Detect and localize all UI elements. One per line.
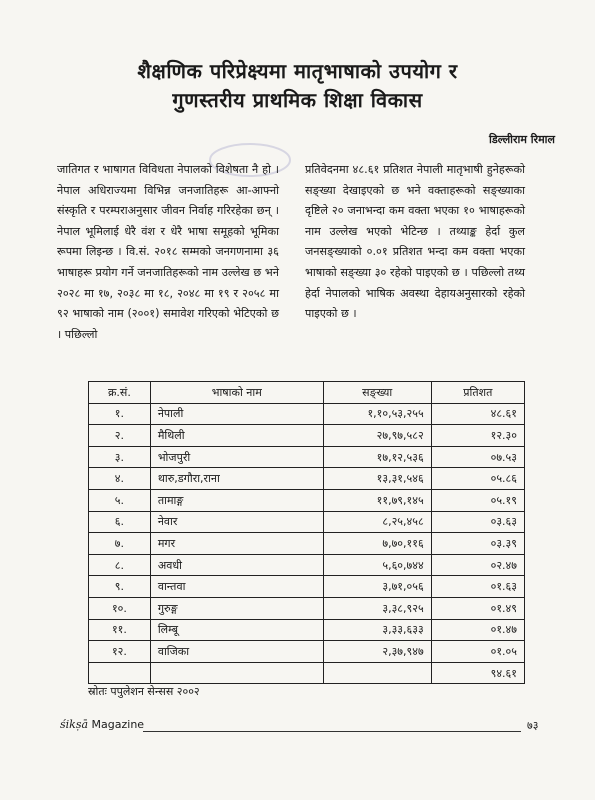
article-title-line-2: गुणस्तरीय प्राथमिक शिक्षा विकास [172,88,423,112]
table-row [89,533,525,555]
table-row [89,446,525,468]
header-population: सङ्ख्या [323,382,431,404]
cell-population: २७,९७,५८२ [323,425,431,447]
cell-percentage: ०५.८६ [431,468,524,490]
footer-rule [143,731,521,732]
cell-language-name: भोजपुरी [150,446,323,468]
table-row [89,468,525,490]
cell-serial-number: ५. [89,489,151,511]
cell-language-name: वान्तवा [150,576,323,598]
cell-percentage: ०३.६३ [431,511,524,533]
cell-language-name: मगर [150,533,323,555]
cell-percentage: ०१.६३ [431,576,524,598]
cell-total-percentage: ९४.६१ [431,662,524,684]
cell-percentage: ०१.४७ [431,619,524,641]
cell-empty [150,662,323,684]
cell-serial-number: ७. [89,533,151,555]
cell-language-name: गुरुङ्ग [150,597,323,619]
table-source-note: स्रोतः पपुलेशन सेन्सस २००२ [88,685,200,698]
cell-serial-number: १०. [89,597,151,619]
cell-empty [89,662,151,684]
cell-serial-number: ९. [89,576,151,598]
cell-language-name: लिम्बू [150,619,323,641]
cell-language-name: अवधी [150,554,323,576]
cell-population: १३,३१,५४६ [323,468,431,490]
cell-percentage: १२.३० [431,425,524,447]
body-text-right-column: प्रतिवेदनमा ४८.६१ प्रतिशत नेपाली मातृभाषी हुनेहरूको सङ्ख्या देखाइएको छ भने वक्ताहरूको सङ्ख्याका दृष्टिले २० जनाभन्दा कम वक्ता भएका १० भाषाहरूको नाम उल्लेख भएको भेटिन्छ । तथ्याङ्क हेर्दा कुल जनसङ्ख्याको ०.०१ प्रतिशत भन्दा कम वक्ता भएका भाषाको सङ्ख्या ३० रहेको पाइएको छ । पछिल्लो तथ्य हेर्दा नेपालको भाषिक अवस्था देहायअनुसारको रहेको पाइएको छ । [305,163,525,321]
cell-population: ३,३३,६३३ [323,619,431,641]
table-row [89,576,525,598]
cell-empty [323,662,431,684]
cell-percentage: ४८.६१ [431,403,524,425]
cell-percentage: ०३.३९ [431,533,524,555]
table-row [89,489,525,511]
cell-serial-number: ११. [89,619,151,641]
header-serial-number: क्र.सं. [89,382,151,404]
cell-serial-number: ४. [89,468,151,490]
cell-serial-number: ३. [89,446,151,468]
cell-percentage: ०१.४९ [431,597,524,619]
cell-serial-number: ६. [89,511,151,533]
footer-brand-italic: śikṣā [60,718,89,731]
article-title-line-1: शैक्षणिक परिप्रेक्ष्यमा मातृभाषाको उपयोग र [137,59,458,83]
cell-language-name: नेवार [150,511,323,533]
cell-percentage: ०१.०५ [431,641,524,663]
table-header-row [89,382,525,404]
cell-population: ८,२५,४५८ [323,511,431,533]
table-row [89,425,525,447]
cell-population: ५,६०,७४४ [323,554,431,576]
table-body [89,403,525,684]
cell-population: ३,३८,९२५ [323,597,431,619]
cell-percentage: ०२.४७ [431,554,524,576]
table-row [89,641,525,663]
cell-population: २,३७,९४७ [323,641,431,663]
footer-brand-word: Magazine [91,718,145,731]
cell-population: १,१०,५३,२५५ [323,403,431,425]
cell-language-name: नेपाली [150,403,323,425]
table-total-row [89,662,525,684]
footer-brand [60,718,144,731]
header-language-name: भाषाको नाम [150,382,323,404]
cell-percentage: ०७.५३ [431,446,524,468]
cell-serial-number: २. [89,425,151,447]
cell-serial-number: १२. [89,641,151,663]
table-row [89,619,525,641]
table-row [89,511,525,533]
cell-population: १७,१२,५३६ [323,446,431,468]
cell-population: ३,७१,०५६ [323,576,431,598]
cell-serial-number: ८. [89,554,151,576]
header-percentage: प्रतिशत [431,382,524,404]
body-text-left-column: जातिगत र भाषागत विविधता नेपालको विशेषता नै हो । नेपाल अधिराज्यमा विभिन्न जनजातिहरू आ-आफ्नो संस्कृति र परम्पराअनुसार जीवन निर्वाह गरिरहेका छन् । नेपाल भूमिलाई धेरै वंश र धेरै भाषा समूहको भूमिका रूपमा लिइन्छ । वि.सं. २०१८ सम्मको जनगणनामा ३६ भाषाहरू प्रयोग गर्ने जनजातिहरूको नाम उल्लेख छ भने २०२८ मा १७, २०३८ मा १८, २०४८ मा १९ र २०५८ मा ९२ भाषाको नाम (२००१) समावेश गरिएको भेटिएको छ । पछिल्लो [57,163,279,341]
cell-language-name: थारु,डगौरा,राना [150,468,323,490]
table-row [89,403,525,425]
author-name: डिल्लीराम रिमाल [489,133,555,146]
cell-language-name: वाजिका [150,641,323,663]
table-row [89,554,525,576]
cell-population: ७,७०,११६ [323,533,431,555]
cell-language-name: तामाङ्ग [150,489,323,511]
page-number: ७३ [527,719,539,732]
language-statistics-table [88,381,525,684]
cell-population: ११,७९,१४५ [323,489,431,511]
cell-language-name: मैथिली [150,425,323,447]
cell-serial-number: १. [89,403,151,425]
table-row [89,597,525,619]
cell-percentage: ०५.१९ [431,489,524,511]
